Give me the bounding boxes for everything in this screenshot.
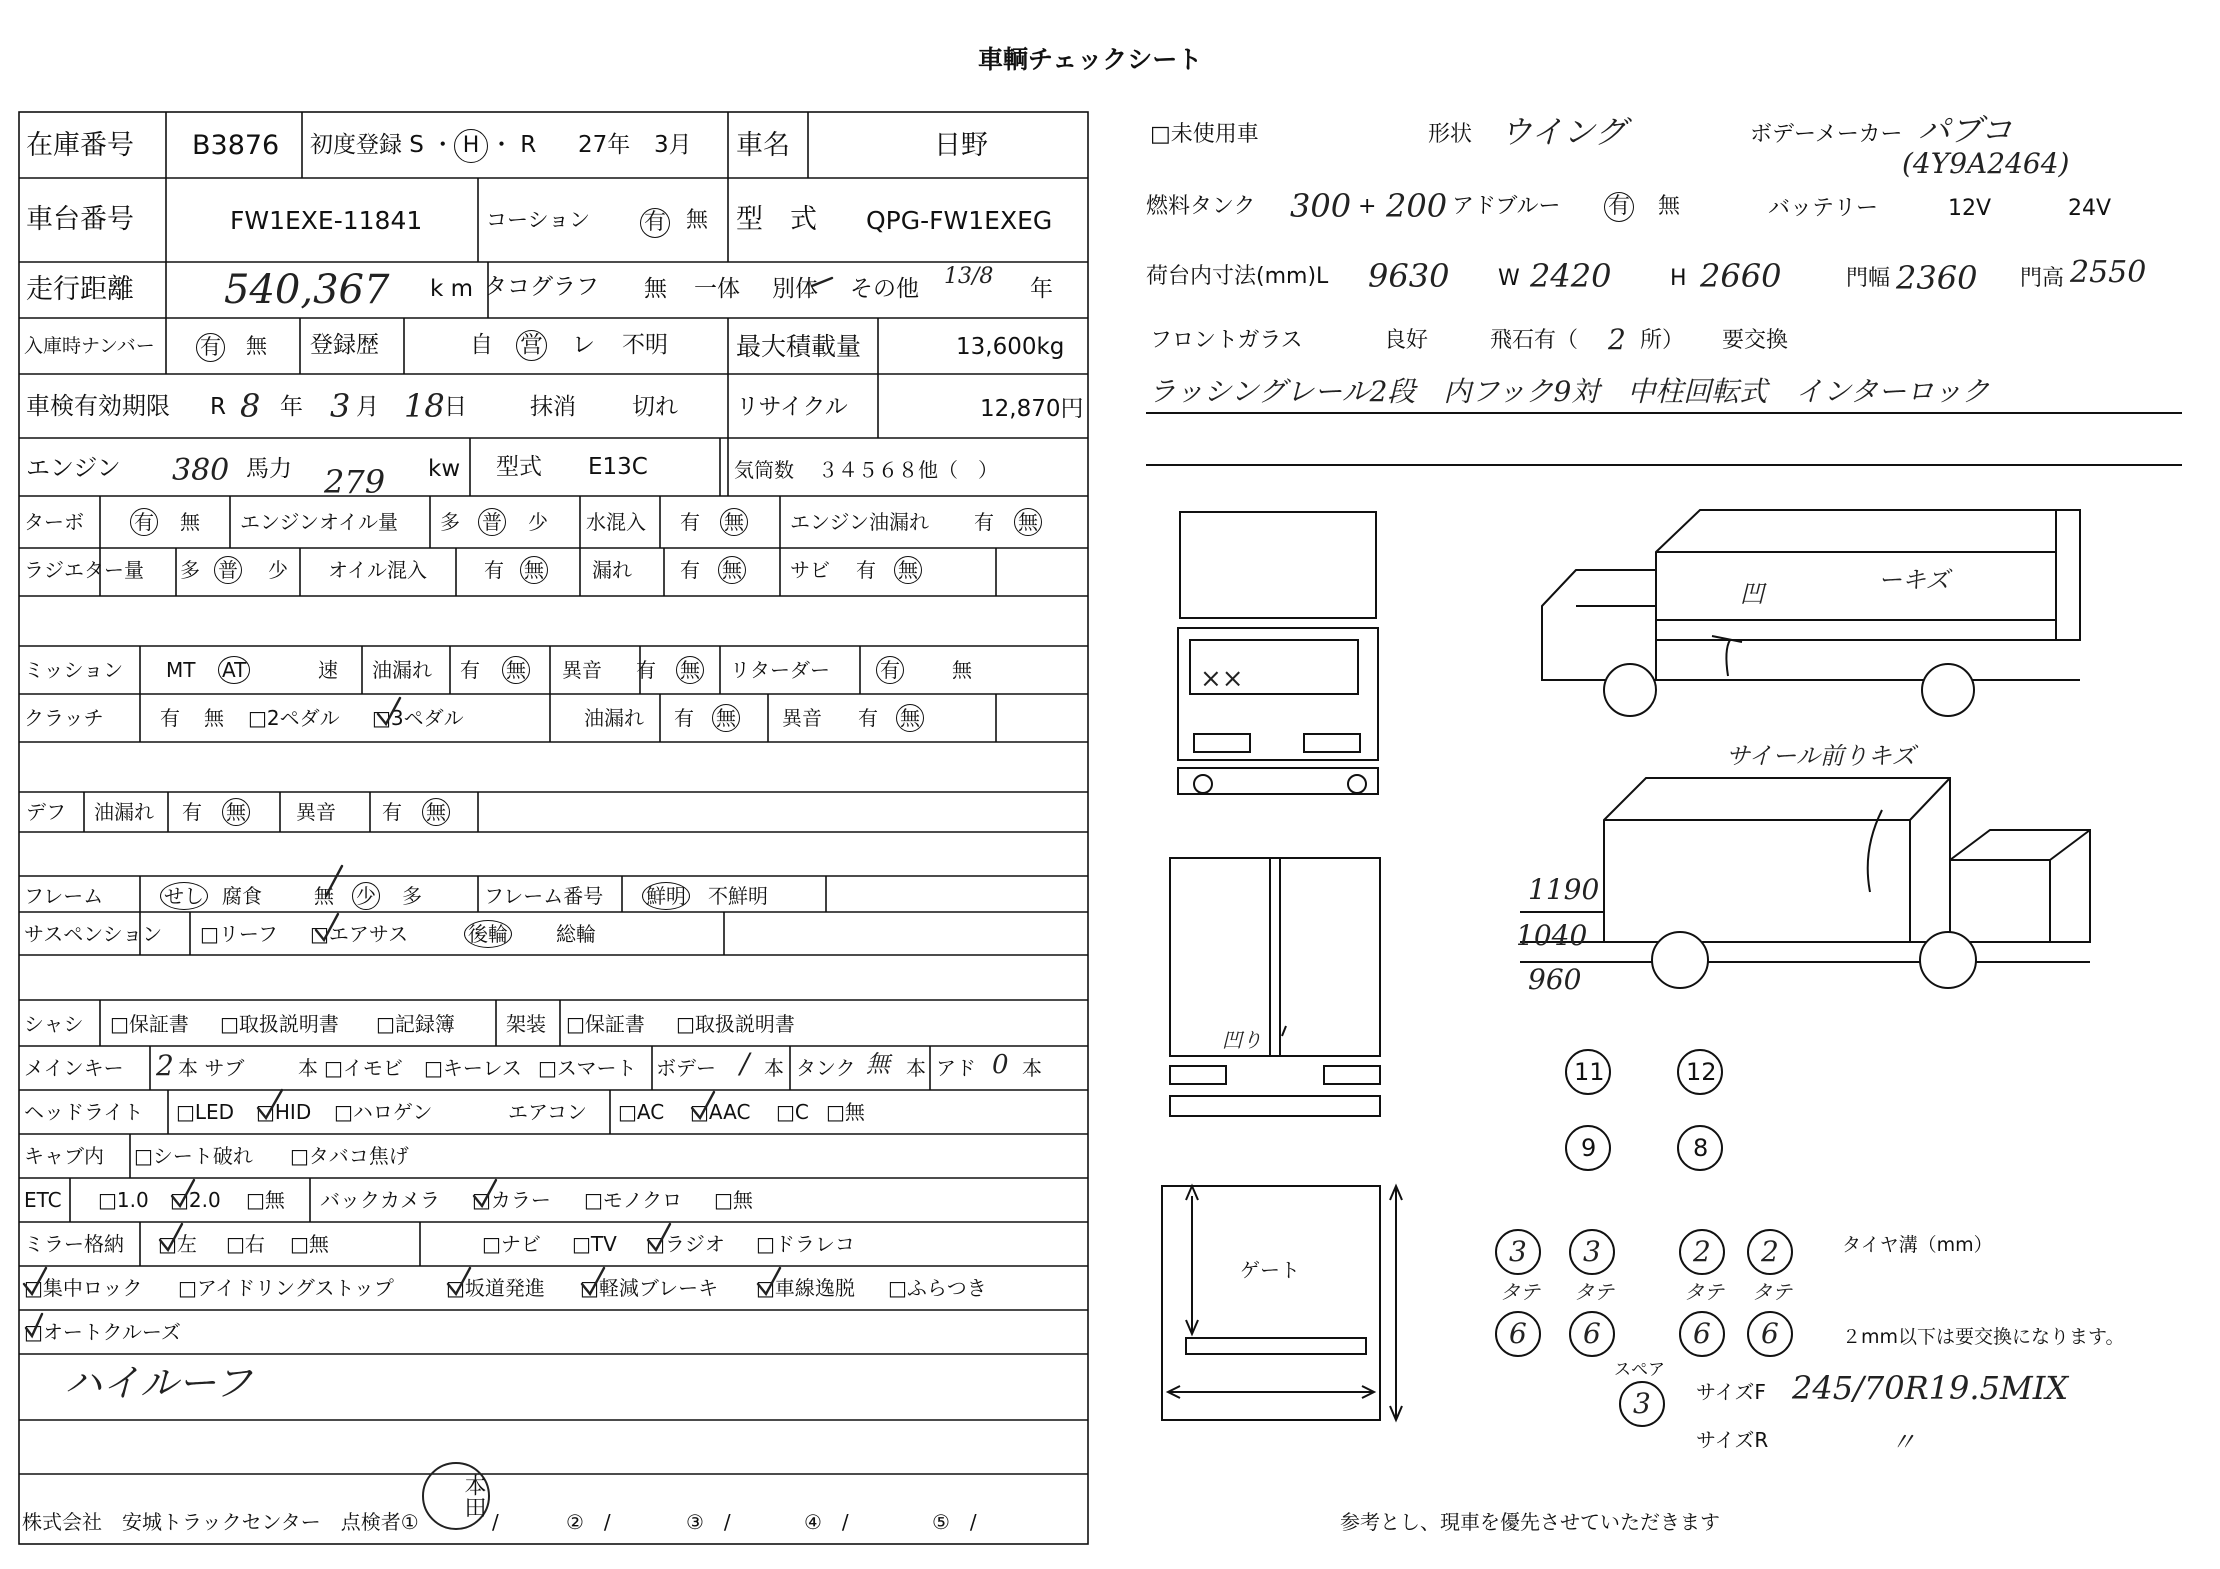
tacho-other: その他: [850, 276, 919, 302]
footer-note: 参考とし、現車を優先させていただきます: [1340, 1510, 1720, 1534]
label-turbo: ターボ: [24, 510, 84, 534]
label-leak: 漏れ: [592, 558, 632, 582]
label-shape: 形状: [1428, 122, 1473, 147]
diag-gate-label: ゲート: [1240, 1258, 1300, 1282]
label-bed-width: W: [1498, 266, 1520, 291]
clutch-2pedal: □2ペダル: [248, 706, 340, 730]
ad-key-count: 0: [992, 1050, 1009, 1080]
tire-pos-8: 8: [1693, 1134, 1709, 1162]
tire-size-front: 245/70R19.5MIX: [1792, 1369, 2069, 1407]
history-unknown: 不明: [622, 332, 668, 358]
height-1190: 1190: [1528, 873, 1600, 906]
inspection-month-unit: 月: [356, 394, 379, 420]
chassis-log: □記録簿: [376, 1012, 455, 1036]
camera-color: □カラー: [472, 1188, 551, 1212]
power-unit: kw: [428, 456, 461, 482]
label-frame-number: フレーム番号: [484, 884, 604, 908]
retarder-no: 無: [952, 658, 972, 682]
main-key-unit: 本 サブ: [178, 1056, 245, 1080]
corrosion-few-circled: 少: [352, 882, 380, 910]
leak-no-circled: 無: [718, 556, 746, 584]
body-maker-code: (4Y9A2464): [1902, 147, 2070, 180]
tacho-year: 年: [1030, 276, 1053, 302]
headlight-led: □LED: [176, 1100, 235, 1124]
option-tv: □TV: [572, 1232, 617, 1256]
option-central-lock: □集中ロック: [24, 1276, 143, 1300]
option-lane-departure: □車線逸脱: [756, 1276, 855, 1300]
susp-all: 総輪: [556, 922, 596, 946]
label-body-key: ボデー: [656, 1056, 716, 1080]
check-4: ④ /: [804, 1510, 849, 1534]
diff-noise-yes: 有: [382, 800, 402, 824]
option-idle-stop: □アイドリングストップ: [178, 1276, 394, 1300]
label-horsepower: 馬力: [246, 456, 292, 482]
label-bed-height: H: [1670, 266, 1687, 291]
remarks-equipment: ラッシングレール2段 内フック9対 中柱回転式 インターロック: [1148, 375, 1990, 408]
susp-rear-circled: 後輪: [464, 920, 512, 948]
label-frame: フレーム: [24, 884, 104, 908]
label-suspension: サスペンション: [24, 922, 163, 946]
corrosion-many: 多: [402, 884, 422, 908]
clutch-yes: 有: [160, 706, 180, 730]
tacho-note: 13/8: [944, 264, 994, 289]
label-mission: ミッション: [24, 658, 124, 682]
tire-depth-r1: 6: [1509, 1317, 1527, 1350]
key-immobilizer: □イモビ: [324, 1056, 403, 1080]
radiator-many: 多: [180, 558, 200, 582]
headlight-halogen: □ハロゲン: [334, 1100, 433, 1124]
aircon-c: □C: [776, 1100, 809, 1124]
radiator-few: 少: [268, 558, 288, 582]
label-etc: ETC: [24, 1188, 62, 1212]
label-spare: スペア: [1614, 1360, 1665, 1380]
tire-depth-r2: 6: [1583, 1317, 1601, 1350]
tire-size-rear: 〃: [1890, 1428, 1917, 1458]
body-shape: ウイング: [1500, 113, 1627, 151]
cylinder-options: ３４５６８他（ ）: [818, 458, 998, 482]
clutch-noise-no-circled: 無: [896, 704, 924, 732]
clutch-noise-yes: 有: [858, 706, 878, 730]
chassis-manual: □取扱説明書: [220, 1012, 339, 1036]
tire-depth-1: 3: [1509, 1235, 1527, 1268]
frame-number-unclear: 不鮮明: [708, 884, 768, 908]
aircon-ac: □AC: [618, 1100, 665, 1124]
sub-key-unit: 本: [298, 1056, 318, 1080]
etc-1-0: □1.0: [98, 1188, 149, 1212]
label-back-camera: バックカメラ: [320, 1188, 440, 1212]
rust-yes: 有: [856, 558, 876, 582]
label-tachograph: タコグラフ: [484, 274, 599, 300]
option-brake-assist: □軽減ブレーキ: [580, 1276, 719, 1300]
frame-number-clear-circled: 鮮明: [642, 882, 690, 910]
label-tire-size-front: サイズF: [1696, 1380, 1766, 1404]
battery-24v: 24V: [2068, 196, 2112, 221]
first-reg-month: 3月: [654, 132, 692, 158]
status-erased: 抹消: [530, 394, 576, 420]
oil-normal-circled: 普: [478, 508, 506, 536]
label-clutch-noise: 異音: [782, 706, 822, 730]
body-key-unit: 本: [764, 1056, 784, 1080]
bed-height: 2660: [1700, 257, 1782, 295]
diff-leak-no-circled: 無: [222, 798, 250, 826]
tire-tate-2: タテ: [1574, 1280, 1614, 1304]
label-oil-mix: オイル混入: [328, 558, 427, 582]
label-diff: デフ: [26, 800, 66, 824]
diff-leak-yes: 有: [182, 800, 202, 824]
ad-key-unit: 本: [1022, 1056, 1042, 1080]
engine-leak-yes: 有: [974, 510, 994, 534]
label-engine-oil: エンジンオイル量: [240, 510, 398, 534]
fuel-tank-1: 300: [1290, 187, 1352, 225]
label-diff-leak: 油漏れ: [94, 800, 154, 824]
oil-mix-no-circled: 無: [520, 556, 548, 584]
mission-speed: 速: [318, 658, 338, 682]
car-name: 日野: [934, 130, 988, 161]
label-chassis-number: 車台番号: [26, 204, 134, 235]
label-engine: エンジン: [26, 454, 121, 482]
label-car-name: 車名: [736, 130, 790, 161]
label-model: 型 式: [736, 204, 817, 235]
aircon-none: □無: [826, 1100, 865, 1124]
label-aircon: エアコン: [508, 1100, 587, 1124]
label-body-docs: 架装: [506, 1012, 546, 1036]
main-key-count: 2: [156, 1049, 174, 1082]
recycle-fee: 12,870円: [980, 396, 1084, 422]
footer-company: 株式会社 安城トラックセンター 点検者①: [22, 1510, 419, 1534]
headlight-hid: □HID: [256, 1100, 312, 1124]
diag-windshield-chips: ××: [1200, 664, 1244, 694]
model: QPG-FW1EXEG: [866, 206, 1053, 235]
tire-pos-11: 11: [1574, 1058, 1605, 1086]
label-main-key: メインキー: [24, 1056, 124, 1080]
chassis-number: FW1EXE-11841: [230, 206, 423, 235]
mission-leak-no-circled: 無: [502, 656, 530, 684]
body-maker: パブコ: [1918, 111, 2013, 149]
inspector-stamp: 本田: [422, 1462, 490, 1530]
gate-height: 2550: [2070, 255, 2147, 290]
history-business-circled: 営: [516, 330, 547, 361]
tire-pos-12: 12: [1686, 1058, 1717, 1086]
diff-noise-no-circled: 無: [422, 798, 450, 826]
tire-tate-4: タテ: [1752, 1280, 1792, 1304]
check-2: ② /: [566, 1510, 611, 1534]
label-engine-leak: エンジン油漏れ: [790, 510, 929, 534]
label-clutch-leak: 油漏れ: [584, 706, 644, 730]
windshield-replace: 要交換: [1722, 328, 1789, 353]
oil-many: 多: [440, 510, 460, 534]
status-expired: 切れ: [632, 394, 678, 420]
label-cab-interior: キャブ内: [24, 1144, 104, 1168]
susp-air: □エアサス: [310, 922, 409, 946]
note-high-roof: ハイルーフ: [64, 1361, 253, 1405]
label-history: 登録歴: [310, 332, 379, 358]
adblue-no: 無: [1658, 194, 1681, 219]
engine-leak-no-circled: 無: [1014, 508, 1042, 536]
label-mission-noise: 異音: [562, 658, 602, 682]
label-max-load: 最大積載量: [736, 332, 862, 361]
inspection-day: 18: [404, 387, 445, 425]
option-dashcam: □ドラレコ: [756, 1232, 855, 1256]
inspection-day-unit: 日: [444, 394, 467, 420]
label-engine-type: 型式: [496, 454, 542, 480]
tire-depth-r3: 6: [1693, 1317, 1711, 1350]
coating-yes-circled: 有: [640, 208, 670, 238]
first-reg-year: 27年: [578, 132, 631, 158]
etc-2-0: □2.0: [170, 1188, 221, 1212]
tacho-none: 無: [644, 276, 667, 302]
option-wobble: □ふらつき: [888, 1276, 987, 1300]
tire-pos-9: 9: [1581, 1134, 1597, 1162]
tire-tate-1: タテ: [1500, 1280, 1540, 1304]
label-bed-dimensions: 荷台内寸法(mm)L: [1146, 264, 1329, 289]
retarder-yes-circled: 有: [876, 656, 904, 684]
key-keyless: □キーレス: [424, 1056, 522, 1080]
clutch-no: 無: [204, 706, 224, 730]
cab-tobacco: □タバコ焦げ: [290, 1144, 409, 1168]
clutch-leak-no-circled: 無: [712, 704, 740, 732]
rust-no-circled: 無: [894, 556, 922, 584]
body-manual: □取扱説明書: [676, 1012, 795, 1036]
remarks-line-2: [1146, 464, 2182, 466]
diag-dent-label: 凹: [1740, 580, 1764, 608]
water-no-circled: 無: [720, 508, 748, 536]
era-reiwa: ・ R: [490, 132, 537, 158]
corrosion-none: 無: [314, 884, 334, 908]
height-960: 960: [1528, 963, 1582, 996]
label-retarder: リターダー: [730, 658, 830, 682]
label-gate-height: 門高: [2020, 266, 2065, 291]
susp-leaf: □リーフ: [200, 922, 278, 946]
aircon-aac: □AAC: [690, 1100, 751, 1124]
mileage: 540,367: [224, 267, 390, 313]
mission-noise-no-circled: 無: [676, 656, 704, 684]
label-cylinders: 気筒数: [734, 458, 794, 482]
gate-width: 2360: [1896, 259, 1978, 297]
label-adblue: アドブルー: [1452, 194, 1561, 219]
check-1-slash: /: [492, 1510, 499, 1534]
label-tread-depth: タイヤ溝（mm）: [1842, 1234, 1993, 1256]
horsepower: 279: [324, 463, 386, 501]
inspection-year: 8: [240, 387, 261, 425]
label-stock-number: 在庫番号: [26, 130, 134, 161]
option-radio: □ラジオ: [646, 1232, 725, 1256]
tank-key-count: 無: [866, 1050, 890, 1078]
label-chassis-docs: シャシ: [24, 1012, 84, 1036]
height-1040: 1040: [1516, 919, 1588, 952]
label-water-mix: 水混入: [586, 510, 646, 534]
frame-none-circled: せし: [160, 882, 208, 910]
tire-depth-4: 2: [1761, 1235, 1779, 1268]
bed-width: 2420: [1530, 257, 1612, 295]
oil-few: 少: [528, 510, 548, 534]
mileage-unit: k m: [430, 276, 474, 302]
mission-leak-yes: 有: [460, 658, 480, 682]
label-body-maker: ボデーメーカー: [1750, 122, 1903, 147]
tacho-integrated: 一体: [694, 276, 740, 302]
inspection-era: R: [210, 394, 226, 420]
diag-rear-dent: 凹り: [1222, 1028, 1262, 1052]
windshield-good: 良好: [1384, 328, 1429, 353]
label-first-registration: 初度登録 S ・: [310, 132, 455, 158]
leak-yes: 有: [680, 558, 700, 582]
label-coating: コーション: [486, 208, 591, 232]
mirror-right: □右: [226, 1232, 265, 1256]
label-battery: バッテリー: [1768, 196, 1879, 221]
mirror-left: □左: [158, 1232, 197, 1256]
turbo-yes-circled: 有: [130, 508, 158, 536]
label-windshield: フロントガラス: [1150, 328, 1303, 353]
label-rust: サビ: [790, 558, 830, 582]
label-recycle: リサイクル: [736, 394, 848, 420]
radiator-normal-circled: 普: [214, 556, 242, 584]
etc-none: □無: [246, 1188, 285, 1212]
key-smart: □スマート: [538, 1056, 637, 1080]
clutch-3pedal: □3ペダル: [372, 706, 464, 730]
diag-scratch-label: ーキズ: [1878, 566, 1950, 594]
label-radiator: ラジエター量: [24, 558, 144, 582]
mission-at-circled: AT: [218, 656, 250, 684]
page-title: 車輌チェックシート: [978, 45, 1203, 74]
label-diff-noise: 異音: [296, 800, 336, 824]
option-hill-start: □坂道発進: [446, 1276, 545, 1300]
label-clutch: クラッチ: [24, 706, 104, 730]
fuel-tank-2: 200: [1386, 187, 1448, 225]
check-3: ③ /: [686, 1510, 731, 1534]
mirror-none: □無: [290, 1232, 329, 1256]
water-yes: 有: [680, 510, 700, 534]
cab-seat-torn: □シート破れ: [134, 1144, 253, 1168]
label-mileage: 走行距離: [26, 274, 134, 305]
label-tank-key: タンク: [796, 1056, 856, 1080]
stock-number: B3876: [192, 130, 280, 161]
tacho-separate: 別体: [772, 276, 818, 302]
check-5: ⑤ /: [932, 1510, 977, 1534]
label-plate: 入庫時ナンバー: [24, 335, 155, 357]
plate-yes-circled: 有: [196, 333, 225, 362]
plate-no: 無: [246, 334, 267, 358]
inspection-year-unit: 年: [280, 394, 303, 420]
tread-replace-note: ２mm以下は要交換になります。: [1842, 1326, 2125, 1348]
history-own: 自: [470, 332, 493, 358]
option-cruise: □オートクルーズ: [24, 1320, 181, 1344]
tire-depth-r4: 6: [1761, 1317, 1779, 1350]
clutch-leak-yes: 有: [674, 706, 694, 730]
engine-type: E13C: [588, 454, 648, 480]
remarks-line-1: [1146, 412, 2182, 414]
era-heisei-circled: H: [454, 129, 488, 163]
adblue-yes-circled: 有: [1604, 192, 1634, 222]
windshield-chip-unit: 所）: [1640, 328, 1685, 353]
label-corrosion: 腐食: [222, 884, 262, 908]
battery-12v: 12V: [1948, 196, 1992, 221]
option-navi: □ナビ: [482, 1232, 541, 1256]
label-tire-size-rear: サイズR: [1696, 1428, 1769, 1452]
label-headlight: ヘッドライト: [24, 1100, 144, 1124]
body-warranty: □保証書: [566, 1012, 645, 1036]
mission-mt: MT: [166, 658, 196, 682]
fuel-plus: +: [1358, 194, 1377, 219]
label-fuel-tank: 燃料タンク: [1146, 194, 1256, 219]
tank-key-unit: 本: [906, 1056, 926, 1080]
coating-no: 無: [686, 208, 709, 233]
label-inspection-expiry: 車検有効期限: [26, 392, 170, 420]
label-ad-key: アド: [936, 1056, 976, 1080]
max-load: 13,600kg: [956, 334, 1065, 360]
windshield-chip-count: 2: [1608, 323, 1626, 356]
camera-none: □無: [714, 1188, 753, 1212]
oil-mix-yes: 有: [484, 558, 504, 582]
chassis-warranty: □保証書: [110, 1012, 189, 1036]
engine-cyl-hw: 380: [172, 453, 230, 488]
turbo-no: 無: [180, 510, 200, 534]
camera-mono: □モノクロ: [584, 1188, 683, 1212]
inspection-month: 3: [330, 387, 351, 425]
body-key-count: /: [740, 1047, 750, 1080]
spare-depth: 3: [1633, 1387, 1651, 1420]
tire-depth-2: 3: [1583, 1235, 1601, 1268]
label-mission-leak: 油漏れ: [372, 658, 432, 682]
history-rental: レ: [572, 332, 595, 358]
tire-depth-3: 2: [1693, 1235, 1711, 1268]
label-mirror: ミラー格納: [24, 1232, 124, 1256]
label-gate-width: 門幅: [1846, 266, 1891, 291]
unused-vehicle-checkbox: □未使用車: [1150, 122, 1259, 147]
diag-sill-scratch: サイール前りキズ: [1726, 742, 1916, 770]
tire-tate-3: タテ: [1684, 1280, 1724, 1304]
mission-noise-yes: 有: [636, 658, 656, 682]
bed-length: 9630: [1368, 257, 1450, 295]
windshield-chips: 飛石有（: [1490, 328, 1579, 353]
